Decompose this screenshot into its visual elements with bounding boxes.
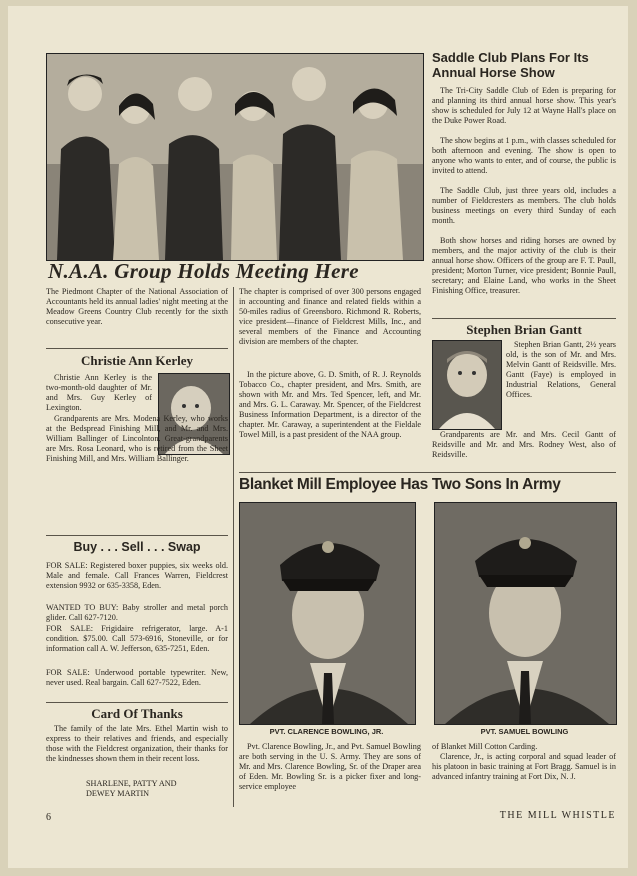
christie-p2: Grandparents are Mrs. Modena Kerley, who works at the Bedspread Finishing Mill, and Mr. and Mrs. William Ballinger of Lincolnton. Great-grandparents are Mrs. Rosa Leonard, who is retired from the Sheet Finishing Mill, and Mrs. William Ballinger. <box>46 414 228 463</box>
divider <box>432 318 616 319</box>
samuel-caption: PVT. SAMUEL BOWLING <box>480 727 569 736</box>
saddle-p3: The Saddle Club, just three years old, includes a number of Fieldcresters as members. The club holds business meetings on every third Sunday of each month. <box>432 186 616 225</box>
buy-ad: WANTED TO BUY: Baby stroller and metal porch glider. Call 627-7120. <box>46 603 228 622</box>
clarence-caption: PVT. CLARENCE BOWLING, JR. <box>269 727 384 736</box>
saddle-p2: The show begins at 1 p.m., with classes scheduled for both afternoon and evening. The show is open to anyone who wants to enter, and of course, the public is invited to attend. <box>432 136 616 175</box>
naa-headline: N.A.A. Group Holds Meeting Here <box>48 259 359 283</box>
saddle-p4: Both show horses and riding horses are owned by members, and the major activity of the club is their annual horse show. Officers of the group are F. T. Paull, president; Morton Turner, vice president; Bonnie Paull, secretary; and Elaine Land, who works in the Sheet Finishing Office, treasurer. <box>432 236 616 295</box>
stephen-p2: Grandparents are Mr. and Mrs. Cecil Gantt of Reidsville and Mr. and Mrs. Rodney West, also of Reidsville. <box>432 430 616 459</box>
army-col2: of Blanket Mill Cotton Carding. <box>432 742 538 751</box>
buy-ad: FOR SALE: Underwood portable typewriter. New, never used. Real bargain. Call 627-7522, Eden. <box>46 668 228 687</box>
publication-name: THE MILL WHISTLE <box>499 810 616 821</box>
thanks-body: The family of the late Mrs. Ethel Martin wish to express to their relatives and friends, and especially those with the Fieldcrest organization, their thanks for the kindnesses shown them in their recent loss. <box>46 724 228 763</box>
saddle-p1: The Tri-City Saddle Club of Eden is preparing for and planning its third annual horse show. This year's show is scheduled for July 12 at Wayne Hall's place on the Duke Power Road. <box>432 86 616 125</box>
newsletter-page <box>8 6 628 868</box>
naa-group-photo <box>46 53 424 261</box>
divider <box>46 348 228 349</box>
christie-p1: Christie Ann Kerley is the two-month-old daughter of Mr. and Mrs. Guy Kerley of Lexington. <box>46 373 152 412</box>
samuel-photo <box>434 502 617 725</box>
thanks-sign-2: DEWEY MARTIN <box>86 789 150 798</box>
saddle-headline: Saddle Club Plans For Its Annual Horse Show <box>432 50 589 80</box>
stephen-child-photo <box>432 340 502 430</box>
divider <box>46 535 228 536</box>
christie-headline: Christie Ann Kerley <box>81 353 193 368</box>
page-number: 6 <box>46 812 51 823</box>
army-headline: Blanket Mill Employee Has Two Sons In Army <box>239 476 561 493</box>
divider <box>233 287 234 807</box>
naa-col1: The Piedmont Chapter of the National Association of Accountants held its annual ladies' night meeting at the Meadow Greens Country Club recently for the sixth consecutive year. <box>46 287 228 326</box>
thanks-sign-1: SHARLENE, PATTY AND <box>86 779 177 788</box>
buy-headline: Buy . . . Sell . . . Swap <box>73 540 201 554</box>
divider <box>46 702 228 703</box>
divider <box>239 472 616 473</box>
stephen-headline: Stephen Brian Gantt <box>466 322 582 337</box>
naa-col2: The chapter is comprised of over 300 persons engaged in accounting and finance and related fields within a 50-miles radius of Greensboro. Richmond R. Roberts, vice president—finance of Fieldcrest Mills, Inc., and several members of the Finance and Accounting division are members of the chapter. <box>239 287 421 346</box>
buy-ad: FOR SALE: Frigidaire refrigerator, large. A-1 condition. $75.00. Call 573-6916, Stoneville, or for information call A. W. Jefferson, 635-7251, Eden. <box>46 624 228 653</box>
buy-ad: FOR SALE: Registered boxer puppies, six weeks old. Male and female. Call Frances Warren, Fieldcrest extension 9932 or 635-3358, Eden. <box>46 561 228 590</box>
stephen-p1: Stephen Brian Gantt, 2½ years old, is the son of Mr. and Mrs. Melvin Gantt of Reidsville. Mrs. Gantt (Faye) is employed in Industrial Relations, General Offices. <box>506 340 616 399</box>
army-col1: Pvt. Clarence Bowling, Jr., and Pvt. Samuel Bowling are both serving in the U. S. Army. They are sons of Mr. and Mrs. Clarence Bowling, Sr. of the Draper area of Eden. Mr. Bowling Sr. is a picker fixer and long-service employee <box>239 742 421 791</box>
army-col2b: Clarence, Jr., is acting corporal and squad leader of his platoon in basic training at Fort Bragg. Samuel is in advanced infantry training at Fort Dix, N. J. <box>432 752 616 781</box>
thanks-headline: Card Of Thanks <box>91 706 183 721</box>
clarence-photo <box>239 502 416 725</box>
naa-col2b: In the picture above, G. D. Smith, of R. J. Reynolds Tobacco Co., chapter president, and Mrs. Smith, are shown with Mr. and Mrs. Ted Spencer, left, and Mr. and Mrs. G. L. Caraway. Mr. Spencer, of the Fieldcrest Business Information Department, is a director of the chapter. Mr. Caraway, a superintendent at the Fieldale Towel Mill, is a past president of the NAA group. <box>239 370 421 439</box>
